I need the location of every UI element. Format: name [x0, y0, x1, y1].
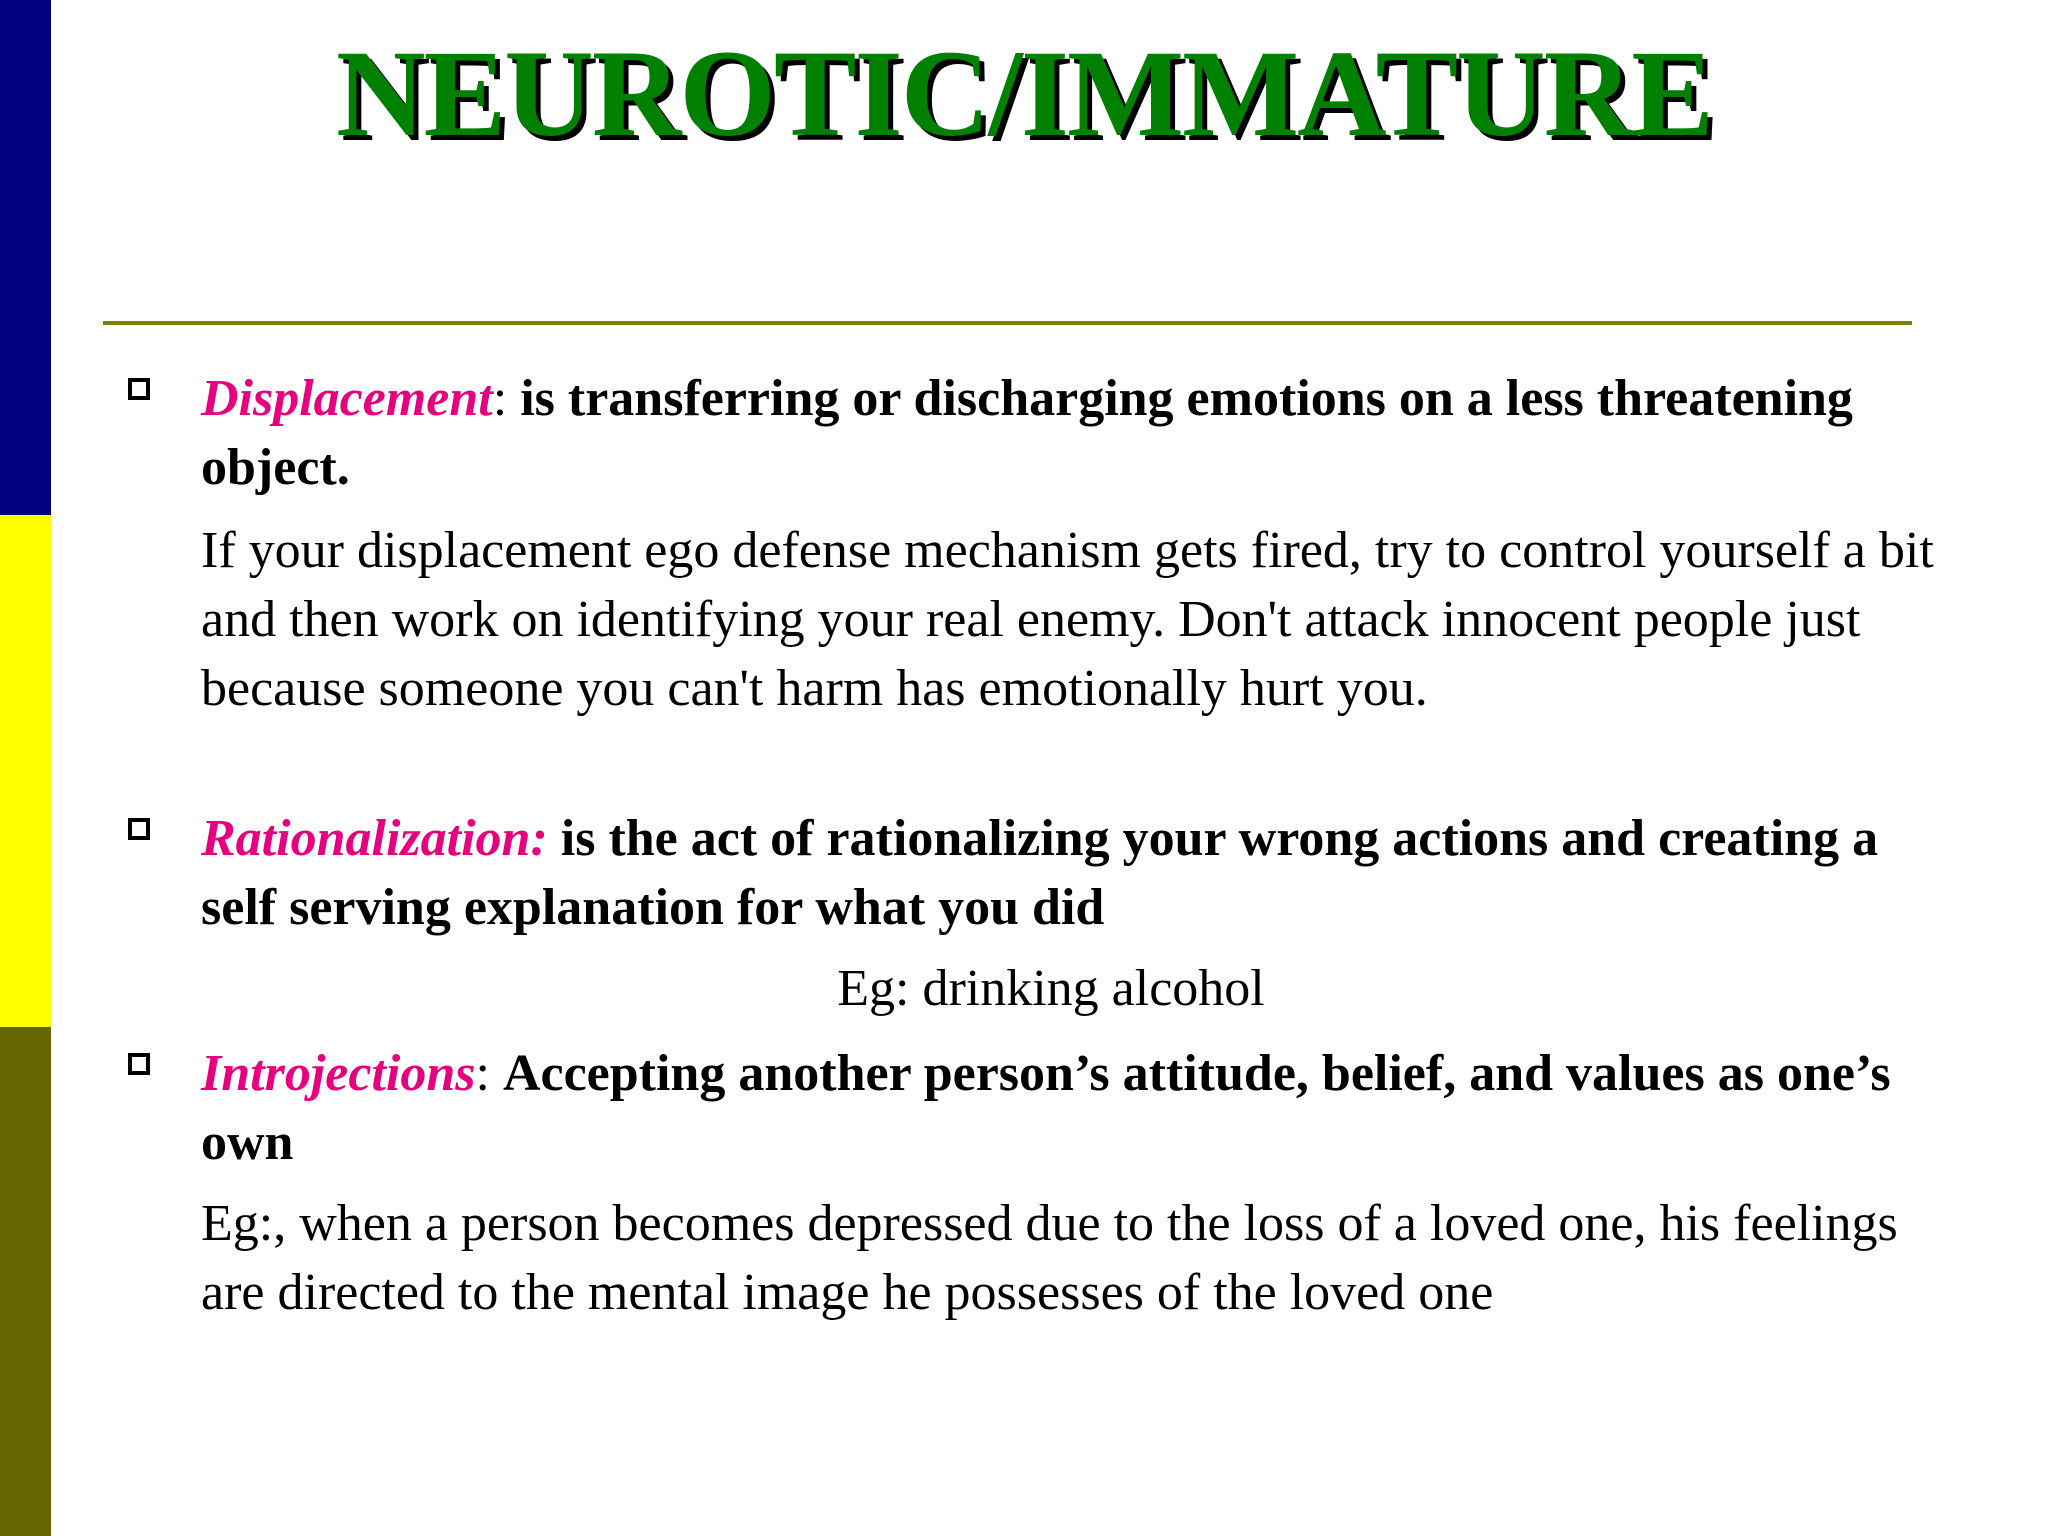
definition-introjections: Accepting another person’s attitude, belief, and values as one’s own	[201, 1045, 1891, 1171]
definition-displacement: is transferring or discharging emotions on a less threatening object.	[201, 370, 1853, 496]
term-separator: :	[492, 370, 521, 427]
term-separator	[548, 810, 561, 867]
definition-rationalization: is the act of rationalizing your wrong actions and creating a self serving explanation for what you did	[201, 810, 1879, 936]
title-divider	[103, 321, 1912, 325]
bullet-displacement	[201, 364, 1961, 502]
square-bullet-icon	[128, 378, 150, 400]
term-displacement: Displacement	[201, 370, 493, 427]
detail-introjections: Eg:, when a person becomes depressed due to the loss of a loved one, his feelings are directed to the mental image he possesses of the loved one	[201, 1195, 1898, 1321]
square-bullet-icon	[128, 1053, 150, 1075]
side-bar-olive	[0, 1027, 51, 1536]
bullet-introjections	[201, 1039, 1961, 1177]
detail-displacement: If your displacement ego defense mechanism gets fired, try to control yourself a bit and then work on identifying your real enemy. Don't attack innocent people just because someone you can't harm has emotionally hurt you.	[201, 522, 1934, 717]
slide-title: NEUROTIC/IMMATURE	[336, 25, 1712, 162]
term-rationalization: Rationalization:	[201, 810, 548, 867]
example-rationalization: Eg: drinking alcohol	[837, 960, 1265, 1017]
bullet-rationalization	[201, 804, 1961, 942]
term-separator: :	[475, 1045, 503, 1102]
square-bullet-icon	[128, 818, 150, 840]
term-introjections: Introjections	[201, 1045, 476, 1102]
side-bar-yellow	[0, 515, 51, 1027]
